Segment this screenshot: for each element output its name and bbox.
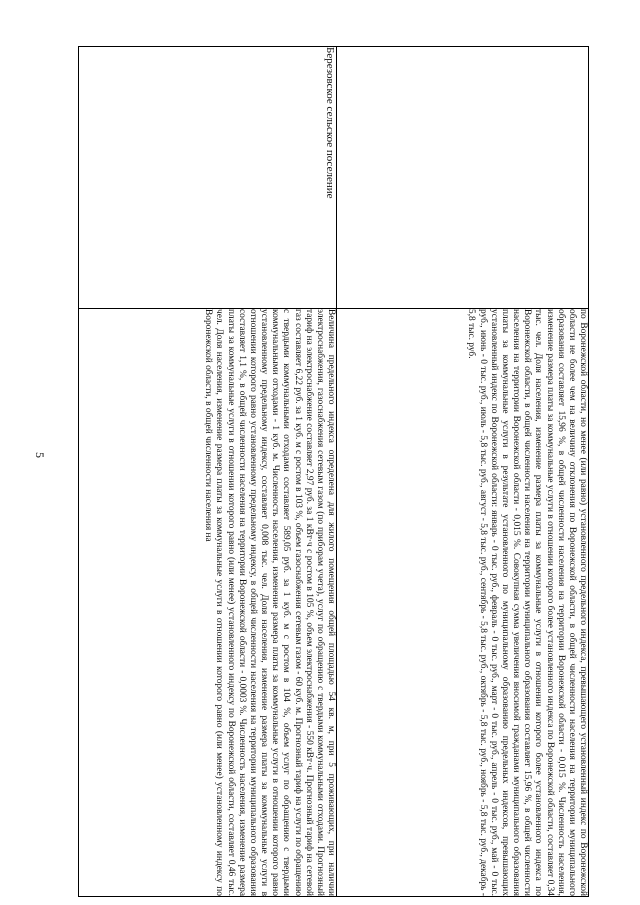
description-cell bbox=[79, 309, 337, 897]
rotated-table-wrapper bbox=[79, 46, 589, 896]
indices-table bbox=[78, 46, 589, 897]
description-text: Величина предельного индекса определена для жилого помещения общей площадью 54 кв. м, при 5 проживающих, при наличии электроснабжения, газоснабжения сетевым газом (по приборам учета), услуг по обращению с твердыми коммунальными отходами. Прогнозный тариф на электроснабжение составляет 2,97 руб. за 1 кВт·ч с ростом в 105 %, объем электроснабжения - 550 кВт·ч. Прогнозный тариф на сетевой газ составляет 6,22 руб. за 1 куб. м с ростом в 103 %, объем газоснабжения сетевым газом - 60 куб. м. Прогнозный тариф на услуги по обращению с твердыми коммунальными отходами составляет 589,05 руб. за 1 куб. м с ростом в 104 %, объем услуг по обращению с твердыми коммунальными отходами - 1 куб. м. Численность населения, изменение размера платы за коммунальные услуги в отношении которого равно установленному предельному индексу, составляет 0,008 тыс. чел. Доля населения, изменение размера платы за коммунальные услуги в отношении которого равно установленному предельному индексу, в общей численности населения на территории муниципального образования составляет 1,1 %, в общей численности населения на территории Воронежской области - 0,0003 %. Численность населения, изменение размера платы за коммунальные услуги в отношении которого равно (или менее) установленного индексу по Воронежской области, составляет 0,46 тыс. чел. Доля населения, изменение размера платы за коммунальные услуги в отношении которого равно (или менее) установленному индексу по Воронежской области, в общей численности населения на bbox=[203, 309, 336, 896]
table-row bbox=[79, 47, 337, 897]
description-cell bbox=[337, 309, 589, 897]
description-text: по Воронежской области, но менее (или равно) установленного предельного индекса, превышающего установленный индекс по Воронежской области не более чем на величину отклонения по Воронежской области, в общей численности населения на территории муниципального образования составляет 15,96 %, в общей численности населения на территории Воронежской области - 0,015 %. Численность населения, изменение размера платы за коммунальные услуги в отношении которого более установленного индекса по Воронежской области, составляет 0,34 тыс. чел. Доля населения, изменение размера платы за коммунальные услуги в отношении которого более установленного индекса по Воронежской области, в общей численности населения на территории муниципального образования составляет 15,96 %, в общей численности населения на территории Воронежской области - 0,015 %. Совокупная сумма увеличения вносимой гражданами муниципального образования платы за коммунальные услуги в результате установленного по муниципальному образованию предельных индексов, превышающих установленный индекс по Воронежской области: январь - 0 тыс. руб., февраль - 0 тыс. руб., март - 0 тыс. руб., апрель - 0 тыс. руб., май - 0 тыс. руб., июнь - 0 тыс. руб., июль - 5,8 тыс. руб., август - 5,8 тыс. руб., сентябрь - 5,8 тыс. руб., октябрь - 5,8 тыс. руб., ноябрь - 5,8 тыс. руб., декабрь - 5,8 тыс. руб. bbox=[466, 309, 588, 896]
page-number: 5 bbox=[33, 452, 47, 458]
municipality-name-cell bbox=[337, 47, 589, 309]
municipality-name-cell: Березовское сельское поселение bbox=[79, 47, 337, 309]
table-row bbox=[337, 47, 589, 897]
